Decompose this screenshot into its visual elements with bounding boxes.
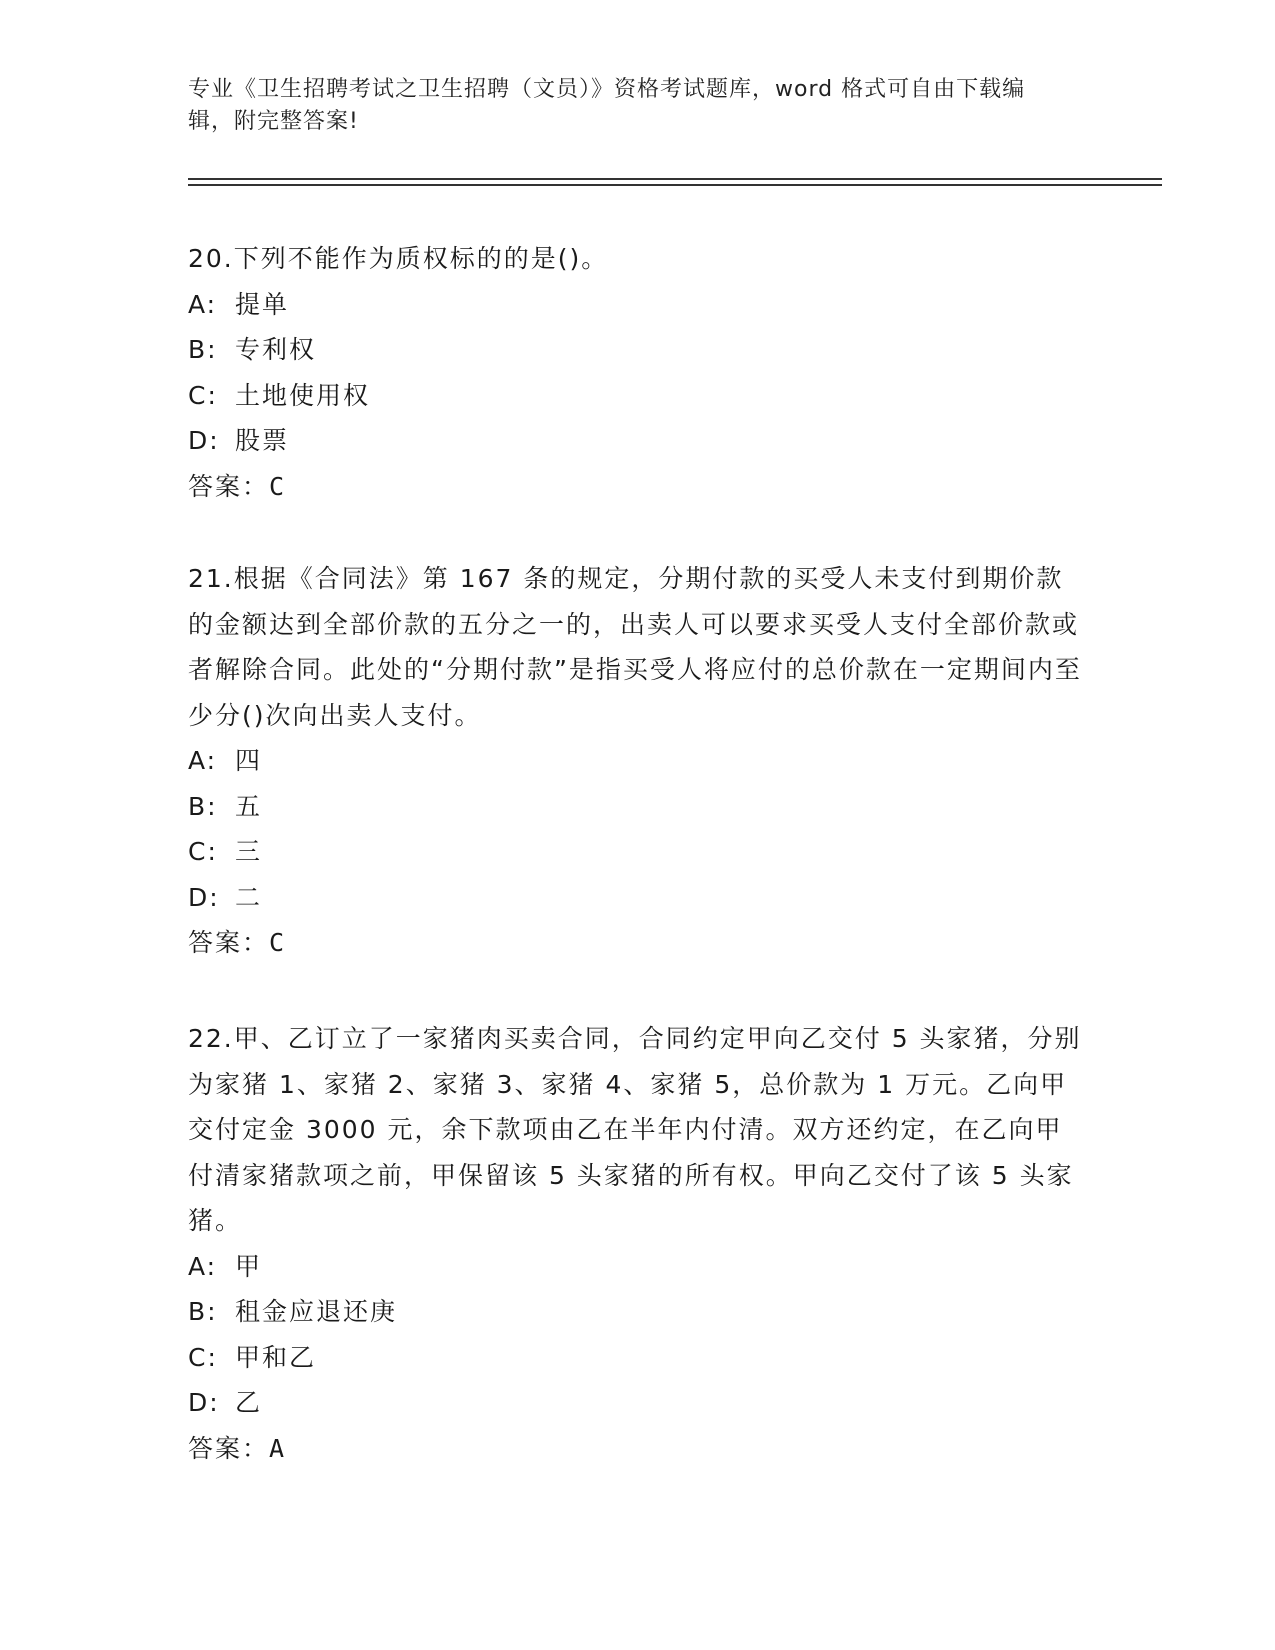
option-b xyxy=(188,1289,1088,1335)
option-a xyxy=(188,1244,1088,1290)
answer-value: C xyxy=(269,928,287,957)
header-divider-top xyxy=(188,178,1162,180)
option-text: 提单 xyxy=(235,289,290,319)
option-a xyxy=(188,738,1088,784)
option-d xyxy=(188,875,1088,921)
option-text: 股票 xyxy=(235,426,290,455)
answer-value: C xyxy=(269,471,287,501)
answer-label: 答案： xyxy=(188,1433,270,1463)
option-a xyxy=(188,282,1088,328)
option-key: A: xyxy=(188,1251,218,1281)
answer-line xyxy=(188,464,1088,510)
question-21 xyxy=(188,556,1088,966)
option-d xyxy=(188,418,1088,464)
answer-label: 答案： xyxy=(188,928,270,957)
option-text: 土地使用权 xyxy=(235,380,371,410)
option-text: 二 xyxy=(235,882,263,912)
option-text: 四 xyxy=(235,746,263,775)
option-key: D: xyxy=(188,426,220,455)
question-20 xyxy=(188,236,1088,509)
option-text: 三 xyxy=(235,837,263,866)
answer-line xyxy=(188,920,1088,966)
option-b xyxy=(188,327,1088,373)
option-c xyxy=(188,829,1088,875)
option-key: D: xyxy=(188,882,220,912)
option-key: B: xyxy=(188,791,218,821)
answer-label: 答案： xyxy=(188,471,270,501)
question-22 xyxy=(188,1016,1088,1471)
option-c xyxy=(188,1335,1088,1381)
answer-value: A xyxy=(269,1433,287,1463)
option-d xyxy=(188,1380,1088,1426)
option-key: B: xyxy=(188,1297,218,1326)
option-key: A: xyxy=(188,289,218,319)
option-key: C: xyxy=(188,380,218,410)
option-text: 专利权 xyxy=(235,335,317,364)
answer-line xyxy=(188,1426,1088,1472)
document-header: 专业《卫生招聘考试之卫生招聘（文员）》资格考试题库，word 格式可自由下载编辑，附完整答案! xyxy=(188,77,1026,134)
option-text: 乙 xyxy=(235,1388,263,1417)
option-text: 甲和乙 xyxy=(235,1342,317,1372)
option-b xyxy=(188,784,1088,830)
option-key: B: xyxy=(188,335,218,364)
question-text: 21.根据《合同法》第 167 条的规定，分期付款的买受人未支付到期价款的金额达到全部价款的五分之一的，出卖人可以要求买受人支付全部价款或者解除合同。此处的“分期付款”是指买受人将应付的总价款在一定期间内至少分()次向出卖人支付。 xyxy=(188,564,1082,730)
header-divider-bottom xyxy=(188,184,1162,186)
option-text: 租金应退还庚 xyxy=(235,1297,398,1326)
option-text: 五 xyxy=(235,791,263,821)
option-key: D: xyxy=(188,1388,220,1417)
option-text: 甲 xyxy=(235,1251,263,1281)
option-key: C: xyxy=(188,1342,218,1372)
option-c xyxy=(188,373,1088,419)
option-key: C: xyxy=(188,837,218,866)
question-text: 20.下列不能作为质权标的的是()。 xyxy=(188,244,609,273)
question-text: 22.甲、乙订立了一家猪肉买卖合同，合同约定甲向乙交付 5 头家猪，分别为家猪 1、家猪 2、家猪 3、家猪 4、家猪 5，总价款为 1 万元。乙向甲交付定金 3000 元，余下款项由乙在半年内付清。双方还约定，在乙向甲付清家猪款项之前，甲保留该 5 头家猪的所有权。甲向乙交付了该 5 头家猪。 xyxy=(188,1024,1082,1235)
option-key: A: xyxy=(188,746,218,775)
